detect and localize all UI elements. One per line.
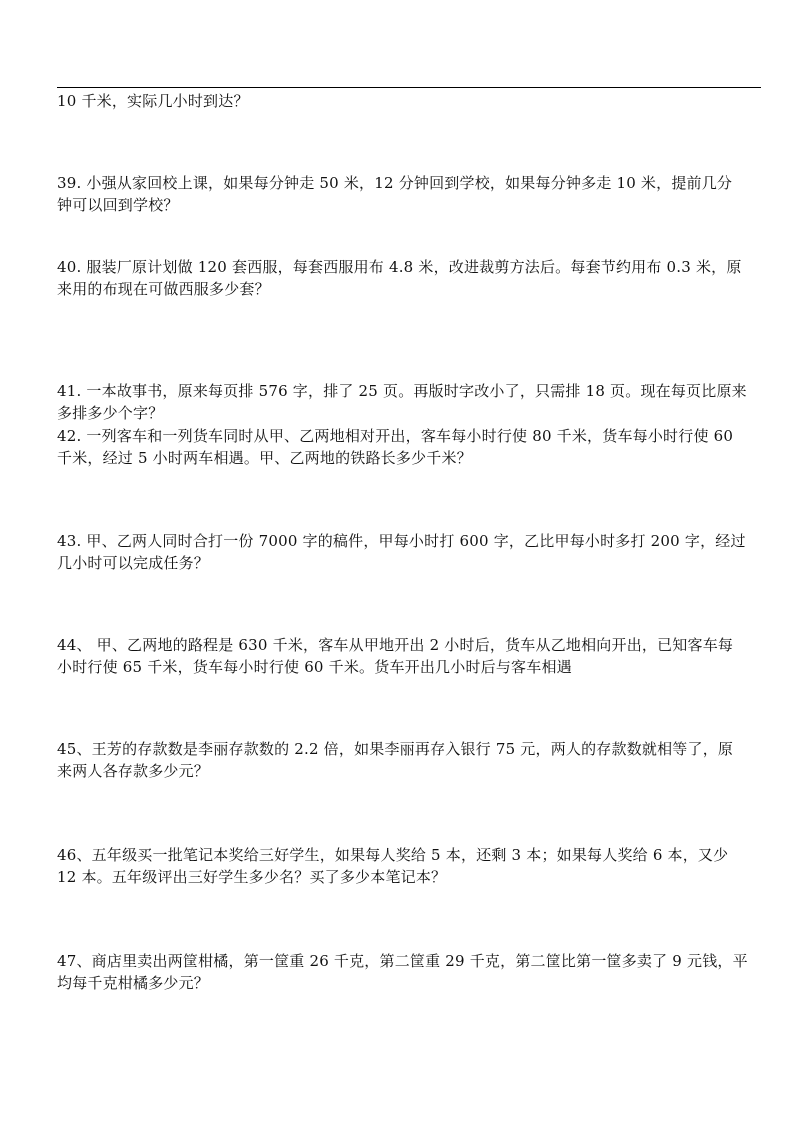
problem-42 — [57, 425, 763, 469]
problem-43 — [57, 530, 763, 574]
problem-40 — [57, 256, 763, 300]
problem-line: 45、王芳的存款数是李丽存款数的 2.2 倍，如果李丽再存入银行 75 元，两人的存款数就相等了，原 — [57, 740, 734, 758]
problem-line: 千米，经过 5 小时两车相遇。甲、乙两地的铁路长多少千米？ — [57, 449, 472, 467]
problem-line: 44、 甲、乙两地的路程是 630 千米，客车从甲地开出 2 小时后，货车从乙地相向开出，已知客车每 — [57, 636, 734, 654]
problem-line: 42. 一列客车和一列货车同时从甲、乙两地相对开出，客车每小时行使 80 千米，货车每小时行使 60 — [57, 427, 734, 445]
problem-41 — [57, 380, 763, 424]
problem-line: 来两人各存款多少元？ — [57, 762, 210, 780]
problem-line: 46、五年级买一批笔记本奖给三好学生，如果每人奖给 5 本，还剩 3 本；如果每人奖给 6 本，又少 — [57, 846, 729, 864]
problem-line: 均每千克柑橘多少元？ — [57, 974, 210, 992]
problem-line: 10 千米，实际几小时到达？ — [57, 92, 249, 110]
problem-line: 40. 服装厂原计划做 120 套西服，每套西服用布 4.8 米，改进裁剪方法后。每套节约用布 0.3 米，原 — [57, 258, 742, 276]
header-rule — [57, 87, 761, 88]
problem-line: 几小时可以完成任务？ — [57, 554, 210, 572]
problem-38-continuation — [57, 90, 763, 112]
problem-39 — [57, 172, 763, 216]
problem-line: 47、商店里卖出两筐柑橘，第一筐重 26 千克，第二筐重 29 千克，第二筐比第一筐多卖了 9 元钱，平 — [57, 952, 748, 970]
problem-line: 41. 一本故事书，原来每页排 576 字，排了 25 页。再版时字改小了，只需排 18 页。现在每页比原来 — [57, 382, 747, 400]
problem-47 — [57, 950, 763, 994]
problem-line: 12 本。五年级评出三好学生多少名？买了多少本笔记本？ — [57, 868, 447, 886]
problem-line: 来用的布现在可做西服多少套？ — [57, 280, 270, 298]
problem-line: 小时行使 65 千米，货车每小时行使 60 千米。货车开出几小时后与客车相遇 — [57, 658, 572, 676]
problem-45 — [57, 738, 763, 782]
problem-46 — [57, 844, 763, 888]
problem-line: 钟可以回到学校？ — [57, 196, 179, 214]
problem-line: 43. 甲、乙两人同时合打一份 7000 字的稿件，甲每小时打 600 字，乙比甲每小时多打 200 字，经过 — [57, 532, 746, 550]
problem-line: 39. 小强从家回校上课，如果每分钟走 50 米，12 分钟回到学校，如果每分钟多走 10 米，提前几分 — [57, 174, 733, 192]
problem-44 — [57, 634, 763, 678]
problem-line: 多排多少个字？ — [57, 404, 164, 422]
